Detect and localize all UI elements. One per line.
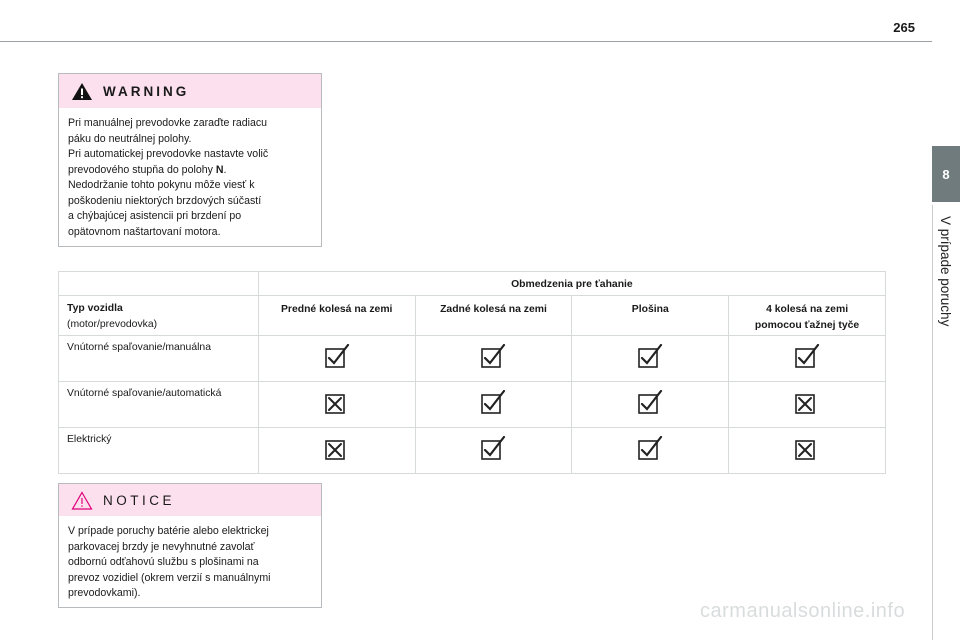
warning-line [68, 163, 311, 179]
check-icon [794, 344, 820, 370]
status-cell [572, 382, 729, 428]
warning-line: Pri manuálnej prevodovke zaraďte radiacu [68, 117, 268, 129]
row-label: Elektrický [59, 428, 259, 474]
vehicle-type-sublabel: (motor/prevodovka) [67, 319, 158, 330]
cross-icon [794, 436, 820, 462]
cross-icon [794, 390, 820, 416]
table-row [59, 382, 886, 428]
column-header-text-line2: pomocou ťažnej tyče [754, 320, 860, 331]
check-icon [637, 344, 663, 370]
column-header-four-wheels [729, 296, 886, 336]
status-cell [572, 428, 729, 474]
status-cell [415, 428, 572, 474]
notice-line: odbornú odťahovú službu s plošinami na [68, 556, 259, 568]
cross-icon [324, 436, 350, 462]
header-divider [0, 41, 932, 42]
status-cell [258, 336, 415, 382]
warning-line: opätovnom naštartovaní motora. [68, 225, 221, 238]
warning-line: páku do neutrálnej polohy. [68, 132, 192, 145]
status-cell [729, 336, 886, 382]
gear-position-n: N [215, 163, 224, 176]
warning-text [59, 108, 321, 248]
column-header-platform [572, 296, 729, 336]
row-label: Vnútorné spaľovanie/automatická [59, 382, 259, 428]
status-cell [572, 336, 729, 382]
status-cell [729, 382, 886, 428]
check-icon [324, 344, 350, 370]
column-header-text: Zadné kolesá na zemi [440, 304, 547, 315]
chapter-title-text: V prípade poruchy [938, 216, 953, 327]
warning-line: Pri automatickej prevodovke nastavte volič [68, 148, 269, 160]
chapter-tab[interactable]: 8 [932, 146, 960, 202]
notice-header [59, 484, 321, 516]
notice-line: prevoz vozidiel (okrem verzií s manuálnymi [68, 571, 271, 584]
check-icon [637, 390, 663, 416]
check-icon [637, 436, 663, 462]
notice-text [59, 516, 321, 610]
table-row [59, 336, 886, 382]
warning-triangle-icon [71, 82, 93, 101]
status-cell [258, 428, 415, 474]
table-row [59, 428, 886, 474]
warning-line-part: prevodového stupňa do polohy [68, 163, 216, 176]
warning-heading: WARNING [103, 83, 190, 99]
warning-line-end: . [223, 163, 227, 176]
status-cell [258, 382, 415, 428]
towing-restrictions-table [58, 271, 886, 474]
table-corner-cell [59, 272, 259, 296]
column-header-text: Plošina [631, 304, 669, 315]
warning-line: a chýbajúcej asistencii pri brzdení po [68, 210, 242, 222]
vehicle-type-label: Typ vozidla [67, 303, 123, 314]
column-header-text: 4 kolesá na zemi [766, 304, 849, 315]
status-cell [729, 428, 886, 474]
notice-heading: NOTICE [103, 492, 176, 508]
notice-triangle-icon [71, 491, 93, 510]
check-icon [480, 436, 506, 462]
notice-line: prevodovkami). [68, 587, 141, 599]
row-label: Vnútorné spaľovanie/manuálna [59, 336, 259, 382]
column-header-front-wheels [258, 296, 415, 336]
cross-icon [324, 390, 350, 416]
warning-line: Nedodržanie tohto pokynu môže viesť k [68, 179, 255, 191]
status-cell [415, 382, 572, 428]
vehicle-type-header [59, 296, 259, 336]
check-icon [480, 390, 506, 416]
warning-line: poškodeniu niektorých brzdových súčastí [68, 194, 262, 207]
towing-restrictions-header: Obmedzenia pre ťahanie [258, 272, 885, 296]
column-header-rear-wheels [415, 296, 572, 336]
notice-line: parkovacej brzdy je nevyhnutné zavolať [68, 540, 255, 553]
notice-line: V prípade poruchy batérie alebo elektrickej [68, 525, 269, 537]
notice-box [58, 483, 322, 608]
page-number: 265 [893, 20, 915, 35]
watermark: carmanualsonline.info [700, 600, 906, 622]
status-cell [415, 336, 572, 382]
warning-header [59, 74, 321, 108]
column-header-text: Predné kolesá na zemi [280, 304, 393, 315]
warning-box [58, 73, 322, 247]
chapter-title [932, 216, 960, 346]
check-icon [480, 344, 506, 370]
